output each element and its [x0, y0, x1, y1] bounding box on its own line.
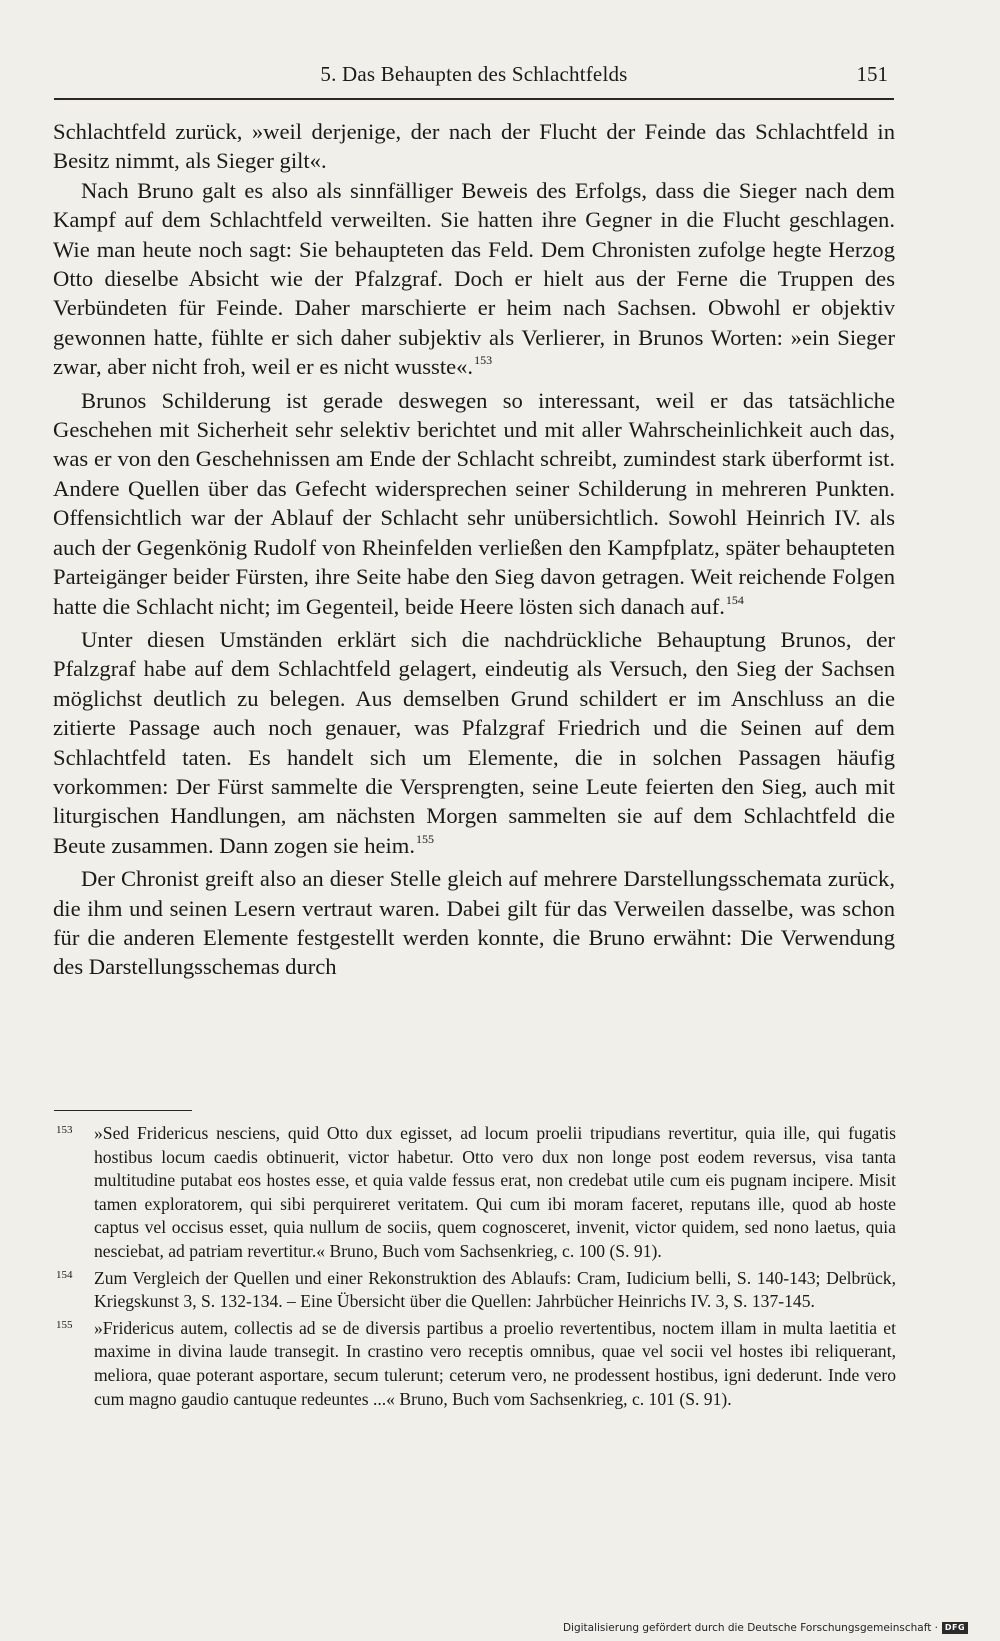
paragraph-text: Schlachtfeld zurück, »weil derjenige, der nach der Flucht der Feinde das Schlachtfeld in Besitz nimmt, als Sieger gilt«. — [53, 119, 895, 174]
paragraph-text: Der Chronist greift also an dieser Stelle gleich auf mehrere Darstellungsschemata zurück, die ihm und seinen Lesern vertraut waren. Dabei gilt für das Verweilen dasselbe, was schon für die anderen Elemente festgestellt werden konnte, die Bruno erwähnt: Die Verwendung des Darstellungsschemas durch — [53, 866, 895, 980]
footnote-text: Zum Vergleich der Quellen und einer Rekonstruktion des Ablaufs: Cram, Iudicium belli, S. 140-143; Delbrück, Kriegskunst 3, S. 132-134. – Eine Übersicht über die Quellen: Jahrbücher Heinrichs IV. 3, S. 137-145. — [94, 1267, 896, 1312]
paragraph-text: Brunos Schilderung ist gerade deswegen so interessant, weil er das tatsächliche Geschehen mit Sicherheit sehr selektiv berichtet und mit aller Wahrscheinlichkeit auch das, was er von den Geschehnissen am Ende der Schlacht schreibt, zumindest stark überformt ist. Andere Quellen über das Gefecht widersprechen seiner Schilderung in mehreren Punkten. Offensichtlich war der Ablauf der Schlacht sehr unübersichtlich. Sowohl Heinrich IV. als auch der Gegenkönig Rudolf von Rheinfelden verließen den Kampfplatz, später behaupteten Parteigänger beider Fürsten, ihre Seite habe den Sieg davon getragen. Weit reichende Folgen hatte die Schlacht nicht; im Gegenteil, beide Heere lösten sich danach auf. — [53, 387, 895, 619]
paragraph-text: Nach Bruno galt es also als sinnfälliger Beweis des Erfolgs, dass die Sieger nach dem Kampf auf dem Schlachtfeld verweilten. Sie hatten ihre Gegner in die Flucht geschlagen. Wie man heute noch sagt: Sie behaupteten das Feld. Dem Chronisten zufolge hegte Herzog Otto dieselbe Absicht wie der Pfalzgraf. Doch er hielt aus der Ferne die Truppen des Verbündeten für Feinde. Daher marschierte er heim nach Sachsen. Obwohl er objektiv gewonnen hatte, fühlte er sich daher subjektiv als Verlierer, in Brunos Worten: »ein Sieger zwar, aber nicht froh, weil er es nicht wusste«. — [53, 177, 895, 380]
digitization-credit — [563, 1622, 968, 1634]
paragraph — [53, 625, 895, 864]
paragraph — [53, 864, 895, 982]
chapter-title: 5. Das Behaupten des Schlachtfelds — [320, 62, 628, 86]
footnote-separator — [54, 1110, 192, 1111]
paragraph-text: Unter diesen Umständen erklärt sich die nachdrückliche Behauptung Brunos, der Pfalzgraf habe auf dem Schlachtfeld gelagert, eindeutig als Versuch, den Sieg der Sachsen möglichst deutlich zu belegen. Aus demselben Grund schildert er im Anschluss an die zitierte Passage auch noch genauer, was Pfalzgraf Friedrich und die Seinen auf dem Schlachtfeld taten. Es handelt sich um Elemente, die in solchen Passagen häufig vorkommen: Der Fürst sammelte die Versprengten, seine Leute feierten den Sieg, auch mit liturgischen Handlungen, am nächsten Morgen sammelten sie auf dem Schlachtfeld die Beute zusammen. Dann zogen sie heim. — [53, 626, 895, 858]
footnote-reference[interactable]: 153 — [474, 353, 493, 368]
footnote-number: 153 — [56, 1124, 73, 1136]
footnote-number: 155 — [56, 1318, 73, 1331]
footnotes — [54, 1122, 896, 1414]
main-text — [53, 117, 895, 982]
footnote — [54, 1122, 896, 1264]
running-header — [54, 58, 894, 100]
footnote-text: »Fridericus autem, collectis ad se de diversis partibus a proelio revertentibus, noctem illam in multa laetitia et maxime in divina laude transegit. In crastino vero receptis omnibus, quae vel socii vel hostes ibi reliquerant, meliora, quae poterant asportare, secum tulerunt; ceterum vero, ne prodessent hostibus, igni dederunt. Inde vero cum magno gaudio cantuque redeuntes ...« Bruno, Buch vom Sachsenkrieg, c. 101 (S. 91). — [94, 1317, 896, 1409]
footnote-text: »Sed Fridericus nesciens, quid Otto dux egisset, ad locum proelii tripudians revertitur, quia ille, qui fugatis hostibus locum caedis obtinuerit, victor habetur. Otto vero dux non longe post eodem reversus, visa tanta multitudine putabat eos hostes esse, et quia valde fessus erat, non credebat utile cum eis pugnam incipere. Misit tamen exploratorem, qui sibi perquireret veritatem. Qui cum ibi moram faceret, reputans ille, quod ab hoste captus vel occisus esset, quia nullum de sociis, quem cognosceret, invenit, victor quidem, sed nono laetus, quia nesciebat, ad patriam revertitur.« Bruno, Buch vom Sachsenkrieg, c. 100 (S. 91). — [94, 1123, 896, 1261]
dfg-logo-icon: DFG — [942, 1622, 968, 1634]
paragraph — [53, 176, 895, 386]
paragraph — [53, 386, 895, 625]
credit-text: Digitalisierung gefördert durch die Deutsche Forschungsgemeinschaft · — [562, 1622, 938, 1634]
footnote-reference[interactable]: 155 — [416, 831, 435, 846]
footnote — [54, 1317, 896, 1411]
footnote-reference[interactable]: 154 — [725, 592, 744, 607]
footnote — [54, 1267, 896, 1314]
page-number: 151 — [856, 62, 888, 86]
footnote-number: 154 — [56, 1268, 73, 1281]
paragraph — [53, 117, 895, 176]
